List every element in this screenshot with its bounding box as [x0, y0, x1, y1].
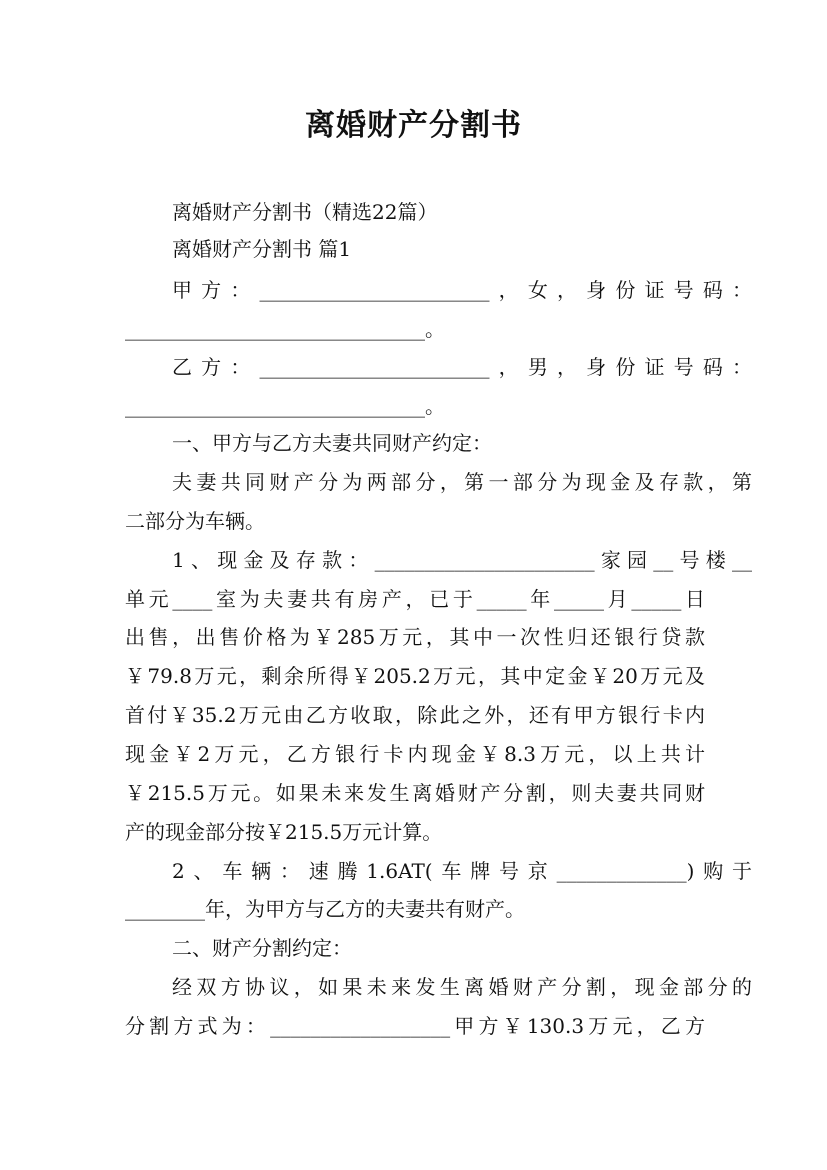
paragraph-line: 经双方协议，如果未来发生离婚财产分割，现金部分的: [172, 975, 752, 999]
paragraph-line: ￥215.5万元。如果未来发生离婚财产分割，则夫妻共同财: [125, 781, 705, 805]
clause-heading-1: 一、甲方与乙方夫妻共同财产约定：: [172, 431, 492, 455]
paragraph-line: 夫妻共同财产分为两部分，第一部分为现金及存款，第: [172, 470, 752, 494]
paragraph-line: 出售，出售价格为￥285万元，其中一次性归还银行贷款: [125, 625, 705, 649]
section-heading: 离婚财产分割书 篇1: [172, 237, 352, 261]
party-a-id-line: ______________________________。: [125, 317, 445, 341]
paragraph-line: 二部分为车辆。: [125, 509, 265, 533]
paragraph-line: 单元____室为夫妻共有房产，已于_____年_____月_____日: [125, 587, 705, 611]
subtitle: 离婚财产分割书（精选22篇）: [172, 200, 438, 224]
paragraph-line: 首付￥35.2万元由乙方收取，除此之外，还有甲方银行卡内: [125, 703, 705, 727]
clause-heading-2: 二、财产分割约定：: [172, 936, 352, 960]
party-b-line: 乙方：_______________________，男，身份证号码：: [172, 355, 752, 379]
paragraph-line: 1、现金及存款：______________________家园__号楼__: [172, 548, 752, 572]
page-title: 离婚财产分割书: [305, 108, 522, 143]
paragraph-line: 2、车辆：速腾1.6AT(车牌号京_____________)购于: [172, 859, 752, 883]
paragraph-line: ￥79.8万元，剩余所得￥205.2万元，其中定金￥20万元及: [125, 664, 705, 688]
paragraph-line: ________年，为甲方与乙方的夫妻共有财产。: [125, 897, 525, 921]
paragraph-line: 分割方式为：__________________甲方￥130.3万元，乙方: [125, 1014, 705, 1038]
party-b-id-line: ______________________________。: [125, 394, 445, 418]
paragraph-line: 现金￥2万元，乙方银行卡内现金￥8.3万元，以上共计: [125, 742, 705, 766]
party-a-line: 甲方：_______________________，女，身份证号码：: [172, 278, 752, 302]
paragraph-line: 产的现金部分按￥215.5万元计算。: [125, 820, 443, 844]
